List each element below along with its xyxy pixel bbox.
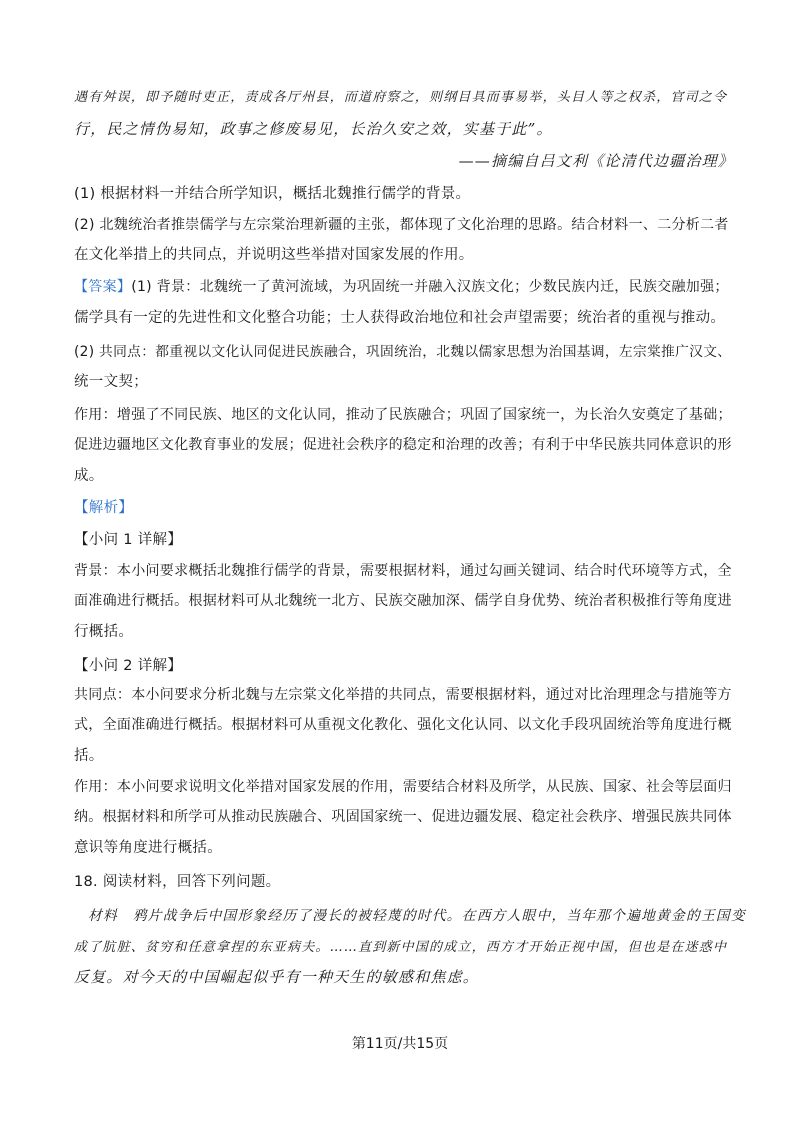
answer-2-line-1: (2) 共同点：都重视以文化认同促进民族融合，巩固统治，北魏以儒家思想为治国基调，左宗棠推广汉文、	[74, 344, 732, 360]
analysis-tag: 【解析】	[74, 500, 134, 516]
sub1-line-2: 面准确进行概括。根据材料可从北魏统一北方、民族交融加深、儒学自身优势、统治者积极推行等角度进	[74, 593, 732, 609]
answer-tag: 【答案】	[74, 279, 132, 295]
sub1-heading: 【小问 1 详解】	[74, 532, 183, 548]
effect-line-2: 促进边疆地区文化教育事业的发展；促进社会秩序的稳定和治理的改善；有利于中华民族共同体意识的形	[74, 437, 732, 453]
sub1-line-1: 背景：本小问要求概括北魏推行儒学的背景，需要根据材料，通过勾画关键词、结合时代环境等方式，全	[74, 563, 732, 579]
sub2-line-6: 意识等角度进行概括。	[74, 840, 222, 856]
question-1: (1) 根据材料一并结合所学知识，概括北魏推行儒学的背景。	[74, 186, 471, 202]
effect-line-1: 作用：增强了不同民族、地区的文化认同，推动了民族融合；巩固了国家统一，为长治久安奠定了基础；	[74, 407, 732, 423]
page-number: 第11页/共15页	[351, 1036, 449, 1052]
question-2-line-2: 在文化举措上的共同点，并说明这些举措对国家发展的作用。	[74, 247, 474, 263]
sub2-line-4: 作用：本小问要求说明文化举措对国家发展的作用，需要结合材料及所学，从民族、国家、社会等层面归	[74, 779, 732, 795]
sub2-heading: 【小问 2 详解】	[74, 658, 183, 674]
material-line-3: 反复。对今天的中国崛起似乎有一种天生的敏感和焦虑。	[74, 968, 480, 986]
sub2-line-1: 共同点：本小问要求分析北魏与左宗棠文化举措的共同点，需要根据材料，通过对比治理理念与措施等方	[74, 687, 732, 703]
sub1-line-3: 行概括。	[74, 624, 134, 640]
answer-1-line-1	[74, 276, 734, 296]
question-2-line-1: (2) 北魏统治者推崇儒学与左宗棠治理新疆的主张，都体现了文化治理的思路。结合材料一、二分析二者	[74, 217, 729, 233]
sub2-line-5: 纳。根据材料和所学可从推动民族融合、巩固国家统一、促进边疆发展、稳定社会秩序、增强民族共同体	[74, 809, 732, 825]
question-18-heading: 18. 阅读材料，回答下列问题。	[74, 874, 281, 890]
answer-1-text: (1) 背景：北魏统一了黄河流域，为巩固统一并融入汉族文化；少数民族内迁，民族交融加强；	[131, 279, 729, 295]
effect-line-3: 成。	[74, 468, 104, 484]
sub2-line-3: 括。	[74, 748, 104, 764]
answer-2-line-2: 统一文契；	[74, 374, 148, 390]
sub2-line-2: 式，全面准确进行概括。根据材料可从重视文化教化、强化文化认同、以文化手段巩固统治等角度进行概	[74, 717, 732, 733]
material-line-1: 材料 鸦片战争后中国形象经历了漫长的被轻蔑的时代。在西方人眼中，当年那个遍地黄金的王国变	[88, 908, 746, 924]
quote-line-2: 行，民之情伪易知，政事之修废易见，长治久安之效，实基于此”。	[74, 120, 553, 138]
material-line-2: 成了肮脏、贫穷和任意拿捏的东亚病夫。……直到新中国的成立，西方才开始正视中国，但也是在迷惑中	[74, 940, 728, 955]
quote-source: ——摘编自吕文利《论清代边疆治理》	[458, 152, 734, 170]
quote-line-1: 遇有舛误，即予随时吏正，责成各厅州县，而道府察之，则纲目具而事易举，头目人等之权杀，官司之令	[74, 90, 728, 105]
answer-1-line-2: 儒学具有一定的先进性和文化整合功能；士人获得政治地位和社会声望需要；统治者的重视与推动。	[74, 310, 726, 326]
